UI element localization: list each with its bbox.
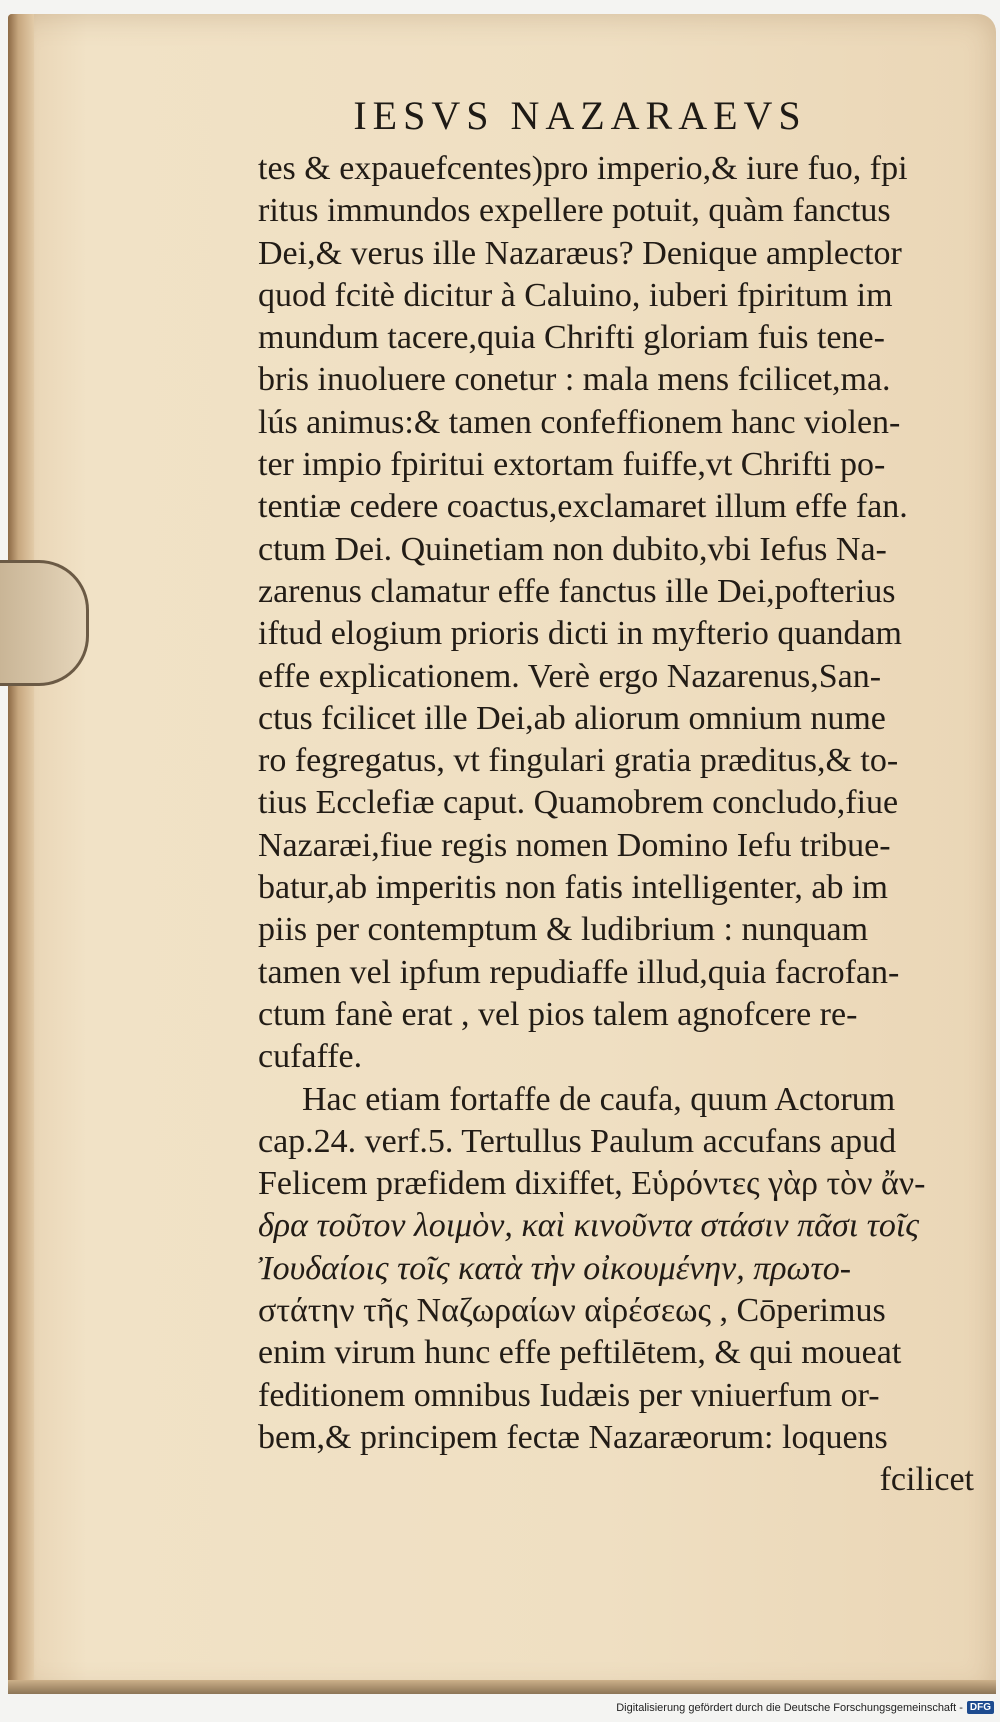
catchword: fcilicet (879, 1461, 974, 1499)
text-line: ctus fcilicet ille Dei,ab aliorum omnium nume (258, 699, 886, 737)
text-line: effe explicationem. Verè ergo Nazarenus,San- (258, 657, 882, 695)
text-line: ritus immundos expellere potuit, quàm fanctus (258, 192, 891, 230)
text-line: Felicem præfidem dixiffet, Εὑρόντες γὰρ τὸν ἄν- (258, 1165, 926, 1203)
page-bottom-edge (8, 1680, 996, 1694)
digitization-credit (616, 1701, 994, 1714)
page-text (258, 148, 978, 1502)
paragraph-start-line: Hac etiam fortaffe de caufa, quum Actorum (302, 1080, 896, 1118)
text-line: mundum tacere,quia Chrifti gloriam fuis tene- (258, 319, 885, 357)
text-line: lús animus:& tamen confeffionem hanc violen- (258, 403, 901, 441)
text-line: piis per contemptum & ludibrium : nunquam (258, 911, 869, 949)
text-line: quod fcitè dicitur à Caluino, iuberi fpiritum im (258, 276, 893, 314)
text-line: iftud elogium prioris dicti in myfterio quandam (258, 615, 902, 653)
page-fore-edge (8, 14, 34, 1694)
dfg-logo: DFG (967, 1701, 994, 1714)
greek-quote-line: Ἰουδαίοις τοῖς κατὰ τὴν οἰκουμένην, πρωτο- (258, 1249, 852, 1287)
text-line: Nazaræi,fiue regis nomen Domino Iefu tribue- (258, 826, 891, 864)
text-line: feditionem omnibus Iudæis per vniuerfum or- (258, 1376, 880, 1414)
text-line: zarenus clamatur effe fanctus ille Dei,pofterius (258, 572, 896, 610)
credit-text: Digitalisierung gefördert durch die Deutsche Forschungsgemeinschaft - (616, 1701, 963, 1714)
text-line: tes & expauefcentes)pro imperio,& iure fuo, fpi (258, 150, 908, 187)
text-line: tius Ecclefiæ caput. Quamobrem concludo,fiue (258, 784, 899, 822)
book-clasp (0, 560, 89, 686)
text-line: ctum fanè erat , vel pios talem agnofcere re- (258, 995, 858, 1033)
text-line: enim virum hunc effe peftilētem, & qui moueat (258, 1334, 902, 1372)
text-line: bem,& principem fectæ Nazaræorum: loquens (258, 1418, 888, 1456)
greek-quote-line: δρα τοῦτον λοιμὸν, καὶ κινοῦντα στάσιν πᾶσι τοῖς (258, 1207, 920, 1245)
text-line: cap.24. verf.5. Tertullus Paulum accufans apud (258, 1122, 897, 1160)
running-head: IESVS NAZARAEVS (353, 93, 807, 138)
text-line: bris inuoluere conetur : mala mens fcilicet,ma. (258, 361, 891, 399)
text-line: στάτην τῆς Ναζωραίων αἱρέσεως , Cōperimus (258, 1292, 886, 1330)
text-line: tamen vel ipfum repudiaffe illud,quia facrofan- (258, 953, 900, 991)
text-line: Dei,& verus ille Nazaræus? Denique amplector (258, 234, 902, 272)
text-line: ro fegregatus, vt fingulari gratia præditus,& to- (258, 742, 899, 780)
text-line: batur,ab imperitis non fatis intelligenter, ab im (258, 869, 888, 907)
text-line: tentiæ cedere coactus,exclamaret illum effe fan. (258, 488, 908, 526)
text-line: ctum Dei. Quinetiam non dubito,vbi Iefus Na- (258, 530, 887, 568)
text-line: ter impio fpiritui extortam fuiffe,vt Chrifti po- (258, 446, 886, 484)
text-line: cufaffe. (258, 1038, 363, 1076)
